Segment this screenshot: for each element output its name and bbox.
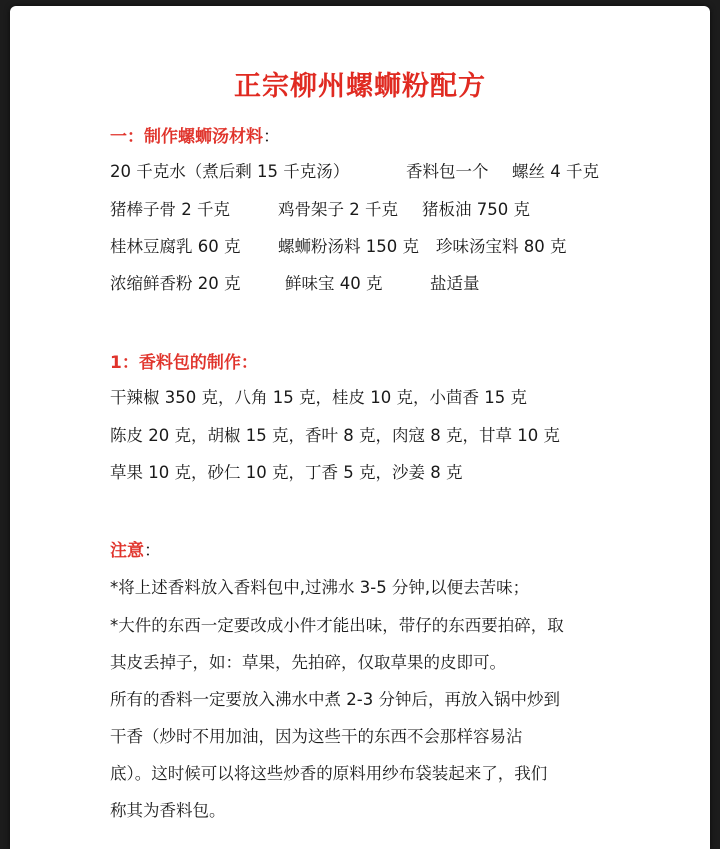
note-line: 底）。这时候可以将这些炒香的原料用纱布袋装起来了，我们 bbox=[110, 764, 548, 783]
note-line: 干香（炒时不用加油，因为这些干的东西不会那样容易沾 bbox=[110, 727, 523, 746]
section1-heading bbox=[110, 122, 280, 147]
note-line: 称其为香料包。 bbox=[110, 801, 226, 820]
ingredient: 螺丝 4 千克 bbox=[512, 162, 599, 181]
ingredient: 猪棒子骨 2 千克 bbox=[110, 200, 230, 219]
ingredient: 香料包一个 bbox=[406, 162, 489, 181]
document-page bbox=[10, 6, 710, 849]
note-line: 其皮丢掉子，如：草果，先拍碎，仅取草果的皮即可。 bbox=[110, 653, 506, 672]
section2-heading: 1：香料包的制作： bbox=[110, 353, 258, 373]
document-content bbox=[10, 6, 710, 849]
ingredient: 鲜味宝 40 克 bbox=[285, 274, 383, 293]
spice-line: 草果 10 克，砂仁 10 克，丁香 5 克，沙姜 8 克 bbox=[110, 463, 463, 482]
spice-line: 干辣椒 350 克，八角 15 克，桂皮 10 克，小茴香 15 克 bbox=[110, 388, 527, 407]
note-line: *将上述香料放入香料包中,过沸水 3-5 分钟,以便去苦味； bbox=[110, 578, 530, 597]
ingredient: 螺蛳粉汤料 150 克 bbox=[278, 237, 419, 256]
section1-heading-text: 一：制作螺蛳汤材料 bbox=[110, 127, 263, 147]
notes-heading bbox=[110, 536, 161, 561]
ingredient: 20 千克水（煮后剩 15 千克汤） bbox=[110, 162, 350, 181]
page-title: 正宗柳州螺蛳粉配方 bbox=[234, 71, 486, 102]
ingredient: 浓缩鲜香粉 20 克 bbox=[110, 274, 241, 293]
spice-line: 陈皮 20 克，胡椒 15 克，香叶 8 克，肉寇 8 克，甘草 10 克 bbox=[110, 426, 560, 445]
ingredient: 盐适量 bbox=[430, 274, 480, 293]
notes-heading-colon: ： bbox=[144, 541, 161, 561]
section1-heading-colon: ： bbox=[263, 127, 280, 147]
ingredient: 桂林豆腐乳 60 克 bbox=[110, 237, 241, 256]
notes-heading-text: 注意 bbox=[110, 541, 144, 561]
note-line: *大件的东西一定要改成小件才能出味，带仔的东西要拍碎，取 bbox=[110, 616, 564, 635]
ingredient: 猪板油 750 克 bbox=[422, 200, 530, 219]
ingredient: 鸡骨架子 2 千克 bbox=[278, 200, 398, 219]
note-line: 所有的香料一定要放入沸水中煮 2-3 分钟后，再放入锅中炒到 bbox=[110, 690, 560, 709]
ingredient: 珍味汤宝料 80 克 bbox=[436, 237, 567, 256]
